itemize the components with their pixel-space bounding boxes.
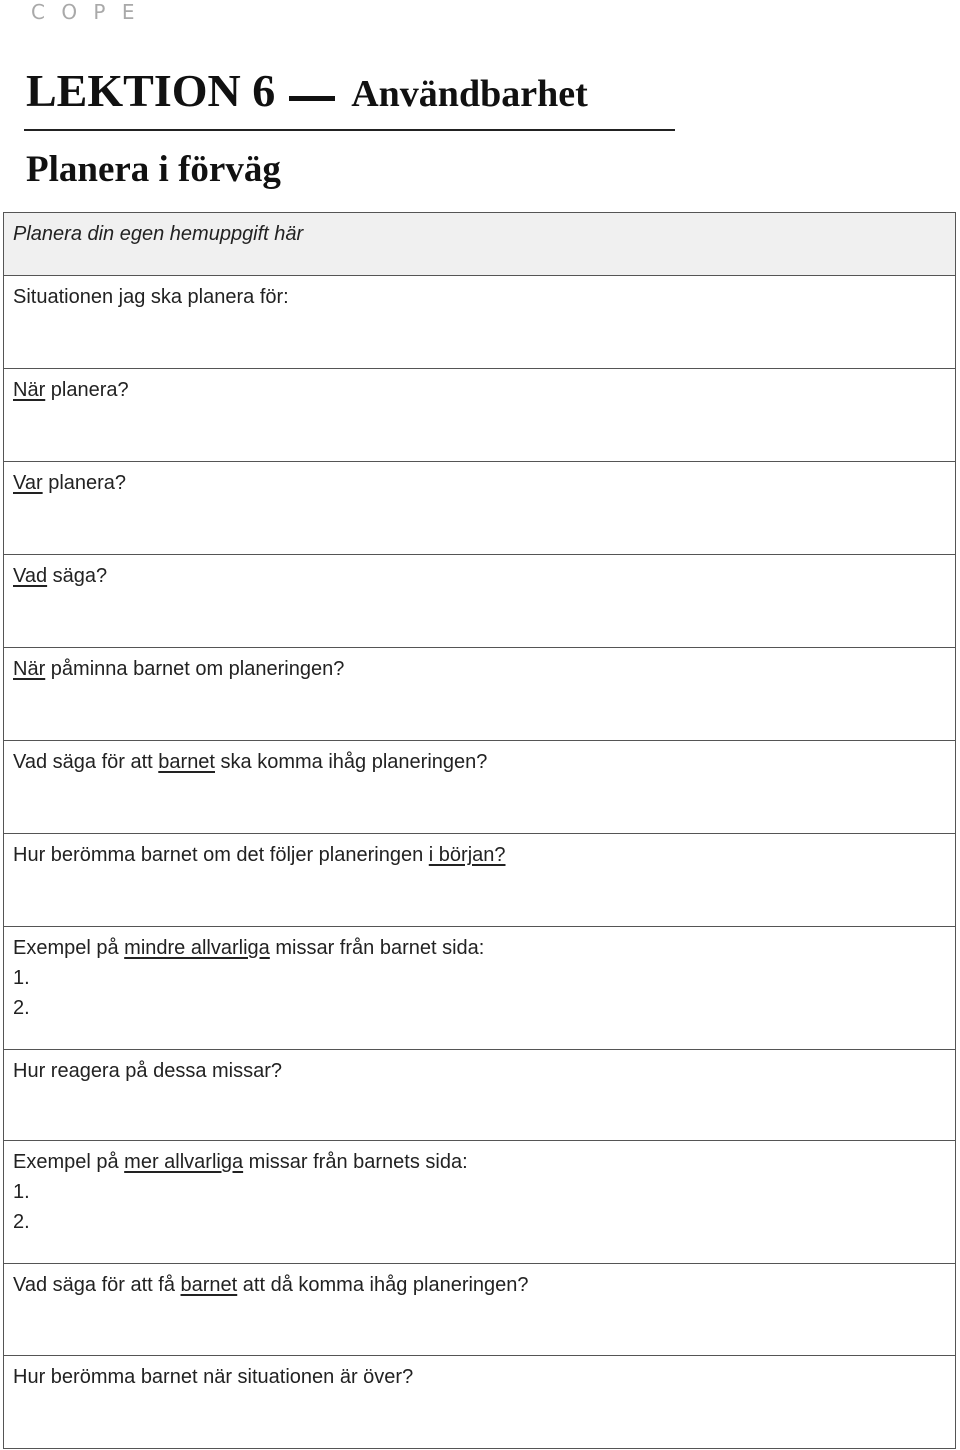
praise-start-prefix: Hur berömma barnet om det följer planeringen — [13, 844, 429, 866]
heading-dash — [289, 96, 335, 101]
major-emphasis: mer allvarliga — [124, 1151, 244, 1173]
lesson-topic: Användbarhet — [351, 73, 588, 115]
say-then-emphasis: barnet — [180, 1274, 238, 1296]
react-label: Hur reagera på dessa missar? — [13, 1060, 283, 1082]
situation-row[interactable] — [4, 275, 955, 368]
page-subtitle: Planera i förväg — [26, 149, 281, 190]
major-item-2: 2. — [13, 1211, 30, 1233]
minor-suffix: missar från barnet sida: — [269, 937, 485, 959]
where-label: planera? — [42, 472, 127, 494]
table-header-label: Planera din egen hemuppgift här — [13, 223, 304, 245]
lesson-number: LEKTION 6 — [26, 65, 276, 116]
where-row[interactable] — [4, 461, 955, 554]
say-remember-emphasis: barnet — [158, 751, 215, 773]
minor-mistakes-question — [13, 933, 946, 963]
say-remember-suffix: ska komma ihåg planeringen? — [215, 751, 488, 773]
say-remember-prefix: Vad säga för att — [13, 751, 159, 773]
praise-end-label: Hur berömma barnet när situationen är över? — [13, 1366, 414, 1388]
major-suffix: missar från barnets sida: — [243, 1151, 468, 1173]
say-then-prefix: Vad säga för att få — [13, 1274, 181, 1296]
praise-end-row[interactable] — [4, 1355, 955, 1448]
major-mistakes-row[interactable] — [4, 1140, 955, 1263]
minor-item-2: 2. — [13, 997, 30, 1019]
minor-item-1: 1. — [13, 967, 30, 989]
say-remember-row[interactable] — [4, 740, 955, 833]
what-label: säga? — [47, 565, 108, 587]
praise-start-emphasis: i början? — [428, 844, 506, 866]
when-row[interactable] — [4, 368, 955, 461]
homework-plan-table — [3, 212, 956, 1449]
situation-label: Situationen jag ska planera för: — [13, 286, 289, 308]
where-emphasis: Var — [13, 472, 43, 494]
say-then-row[interactable] — [4, 1263, 955, 1355]
brand-logo-text: C O P E — [31, 0, 140, 24]
remind-row[interactable] — [4, 647, 955, 740]
major-prefix: Exempel på — [13, 1151, 125, 1173]
lesson-heading — [26, 64, 588, 117]
what-to-say-row[interactable] — [4, 554, 955, 647]
say-then-suffix: att då komma ihåg planeringen? — [237, 1274, 529, 1296]
table-header-row — [4, 213, 955, 275]
react-row[interactable] — [4, 1049, 955, 1140]
when-label: planera? — [45, 379, 129, 401]
heading-divider — [24, 129, 675, 131]
remind-emphasis: När — [13, 658, 46, 680]
major-item-1: 1. — [13, 1181, 30, 1203]
what-emphasis: Vad — [13, 565, 48, 587]
praise-start-row[interactable] — [4, 833, 955, 926]
remind-label: påminna barnet om planeringen? — [45, 658, 345, 680]
when-emphasis: När — [13, 379, 46, 401]
minor-prefix: Exempel på — [13, 937, 125, 959]
major-mistakes-question — [13, 1147, 946, 1177]
minor-mistakes-row[interactable] — [4, 926, 955, 1049]
minor-emphasis: mindre allvarliga — [124, 937, 270, 959]
